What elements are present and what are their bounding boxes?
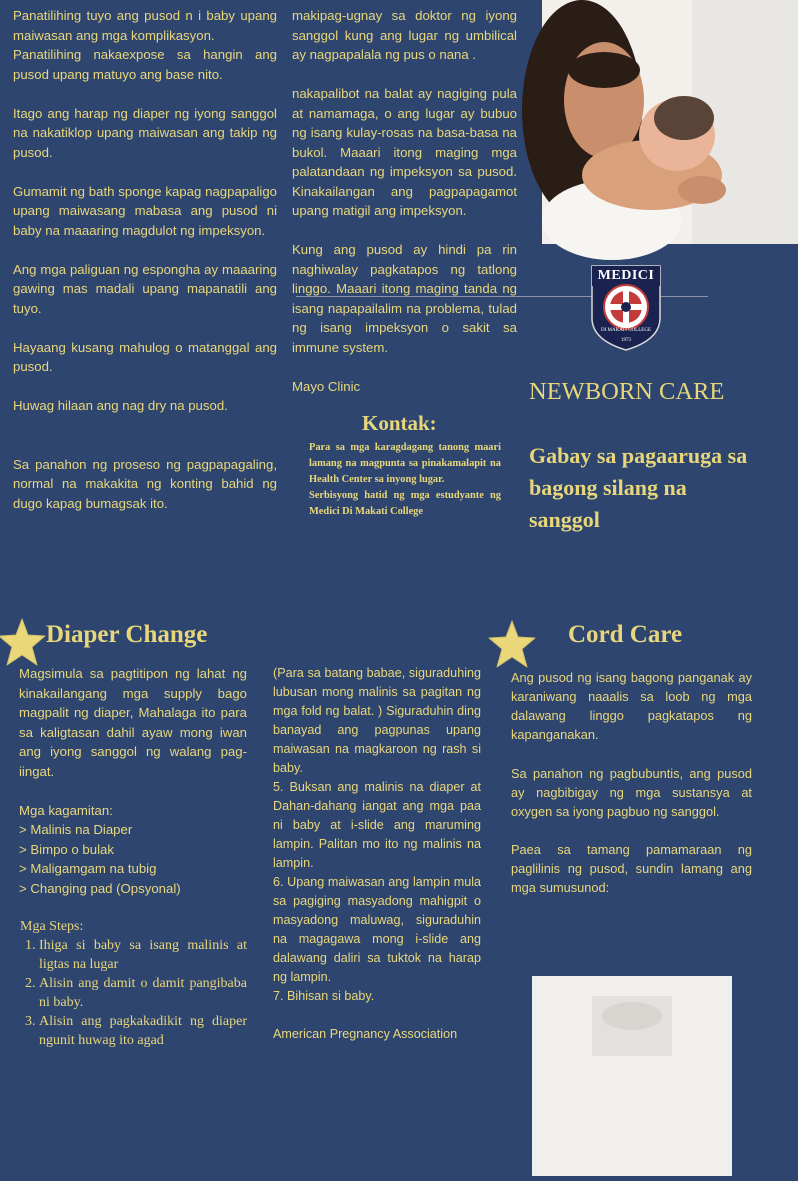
tip-paragraph: Huwag hilaan ang nag dry na pusod. — [13, 398, 228, 413]
warning-paragraph: nakapalibot na balat ay nagiging pula at namamaga, o ang lugar ay bubuo ng isang kulay-rosas na basa-basa na bukol. Maaari itong maging mga palatandaan ng impeksyon sa pusod. Kinakailangan ang pagpapagamot upang matigil ang impeksyon. — [292, 86, 517, 218]
cord-care-content — [511, 668, 752, 917]
step-item: 1. Ihiga si baby sa isang malinis at ligtas na lugar — [39, 936, 247, 974]
cord-paragraph: Sa panahon ng pagbubuntis, ang pusod ay nagbibigay ng mga sustansya at oxygen sa iyong pagbuo ng sanggol. — [511, 765, 752, 819]
tip-paragraph: Panatilihing nakaexpose sa hangin ang pusod upang matuyo ang base nito. — [13, 47, 277, 82]
source-credit: Mayo Clinic — [292, 378, 361, 394]
tip-paragraph: Panatilihing tuyo ang pusod n i baby upang maiwasan ang mga komplikasyon. — [13, 8, 277, 43]
cord-paragraph: Paea sa tamang pamamaraan ng paglilinis ng pusod, sundin lamang ang mga sumusunod: — [511, 842, 752, 895]
steps-label: Mga Steps: — [20, 919, 84, 934]
star-icon — [0, 616, 48, 670]
tip-paragraph: Gumamit ng bath sponge kapag nagpapaligo upang maiwasang mabasa ang pusod ni baby na maaaring magdulot ng impeksyon. — [13, 183, 277, 238]
logo-ring-text: DI MAKATI COLLEGE — [601, 328, 651, 333]
step-paragraph: 6. Upang maiwasan ang lampin mula sa pagiging masyadong mahigpit o masyadong maluwag, siguraduhin na magagawa mong i-slide ang dalawang daliri sa tuktok na harap ng lampin. — [273, 875, 481, 984]
contact-info — [309, 440, 501, 520]
baby-photo — [532, 976, 732, 1176]
contact-line: Para sa mga karagdagang tanong maari lamang na magpunta sa pinakamalapit na Health Center sa inyong lugar. — [309, 442, 501, 485]
diaper-intro: Magsimula sa pagtitipon ng lahat ng kinakailangang mga supply bago magpalit ng diaper, Mahalaga ito para sa kaligtasan dahil ayaw mong iwan ang iyong sanggol ng walang pag-iingat. — [19, 666, 247, 779]
material-item: > Maligamgam na tubig — [19, 861, 157, 876]
umbilical-care-tips — [13, 6, 277, 533]
baby-photo-illustration — [532, 976, 732, 1176]
college-logo — [588, 264, 664, 352]
contact-heading: Kontak: — [362, 411, 437, 435]
contact-line: Serbisyong hatid ng mga estudyante ng Medici Di Makati College — [309, 490, 501, 517]
source-credit: American Pregnancy Association — [273, 1027, 458, 1041]
warning-paragraph: Kung ang pusod ay hindi pa rin naghiwalay pagkatapos ng tatlong linggo. Maaari itong maging tanda ng isang napapailalim na problema, tulad ng isang impeksyon o sakit sa immune system. — [292, 242, 517, 355]
material-item: > Changing pad (Opsyonal) — [19, 880, 181, 896]
diaper-change-content — [19, 664, 247, 1050]
step-paragraph: 7. Bihisan si baby. — [273, 989, 375, 1003]
step-item: 3. Alisin ang pagkakadikit ng diaper ngunit huwag ito agad — [39, 1012, 247, 1050]
warning-paragraph: makipag-ugnay sa doktor ng iyong sanggol kung ang lugar ng umbilical ay nagpapalala ng pus o nana . — [292, 8, 517, 62]
diaper-steps-continued — [273, 664, 481, 1044]
tip-paragraph: Hayaang kusang mahulog o matanggal ang pusod. — [13, 339, 277, 374]
tip-paragraph: Itago ang harap ng diaper ng iyong sanggol na nakatiklop upang maiwasan ang takip ng pusod. — [13, 105, 277, 160]
cord-paragraph: Ang pusod ng isang bagong panganak ay karaniwang naaalis sa loob ng mga dalawang linggo pagkatapos ng kapanganakan. — [511, 670, 752, 742]
step-paragraph: (Para sa batang babae, siguraduhing lubusan mong malinis sa pagitan ng mga fold ng balat. ) Siguraduhin ding banayad ang pagpunas upang maiwasan na magkaroon ng rash si baby. — [273, 666, 481, 775]
mother-baby-illustration — [542, 0, 798, 244]
material-item: > Bimpo o bulak — [19, 841, 114, 857]
mother-baby-photo — [542, 0, 798, 244]
tip-paragraph: Sa panahon ng proseso ng pagpapagaling, normal na makakita ng konting bahid ng dugo kapag bumagsak ito. — [13, 456, 277, 511]
cover-title: NEWBORN CARE — [529, 378, 725, 405]
cord-care-heading: Cord Care — [568, 621, 683, 648]
diaper-change-heading: Diaper Change — [46, 621, 208, 648]
star-icon — [486, 618, 538, 672]
step-item: 2. Alisin ang damit o damit pangibaba ni baby. — [39, 974, 247, 1012]
steps-list — [15, 936, 247, 1050]
material-item: > Malinis na Diaper — [19, 822, 133, 837]
warning-signs — [292, 6, 517, 416]
materials-label: Mga kagamitan: — [19, 802, 113, 818]
logo-text: MEDICI — [597, 268, 655, 283]
tip-paragraph: Ang mga paliguan ng espongha ay maaaring gawing mas madali upang mapanatili ang tuyo. — [13, 261, 277, 316]
logo-year: 1973 — [621, 338, 631, 343]
step-paragraph: 5. Buksan ang malinis na diaper at Dahan-dahang iangat ang mga paa ni baby at i-slide ang maruming lampin. Palitan mo ito ng malinis na lampin. — [273, 780, 481, 870]
cover-subtitle: Gabay sa pagaaruga sa bagong silang na sanggol — [529, 443, 748, 532]
